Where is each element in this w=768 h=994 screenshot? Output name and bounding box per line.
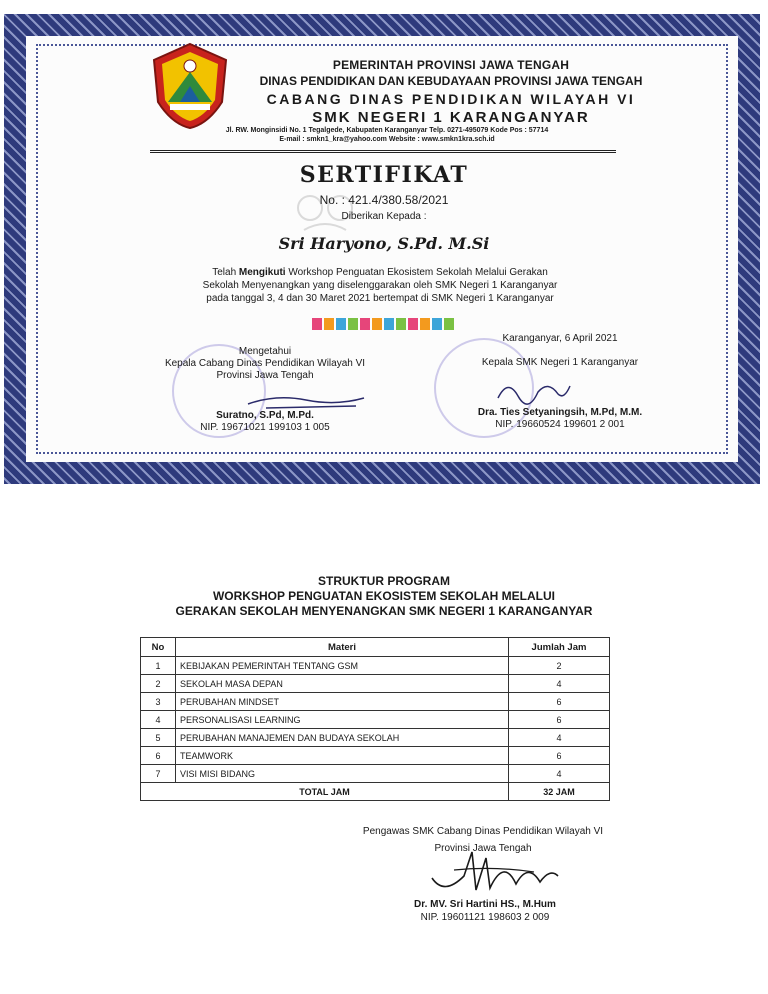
program-table (140, 637, 610, 801)
program-title-line-1: STRUKTUR PROGRAM (318, 574, 450, 588)
jawa-tengah-logo-icon (148, 42, 232, 130)
body-bold-word: Mengikuti (238, 267, 286, 278)
address-text: Jl. RW. Monginsidi No. 1 Tegalgede, Kabupaten Karanganyar Telp. 0271-495079 Kode Pos : 57714 (225, 127, 549, 134)
right-signer-place-date: Karanganyar, 6 April 2021 (502, 333, 618, 344)
recipient-name: Sri Haryono, S.Pd. M.Si (278, 234, 490, 253)
table-row (141, 675, 610, 693)
logo-tile (312, 318, 322, 330)
column-header-jam: Jumlah Jam (509, 638, 610, 657)
row-no: 1 (141, 657, 176, 675)
right-signer-position: Kepala SMK Negeri 1 Karanganyar (481, 357, 639, 368)
logo-tile (360, 318, 370, 330)
logo-tile (384, 318, 394, 330)
row-materi: VISI MISI BIDANG (176, 765, 509, 783)
supervisor-name: Dr. MV. Sri Hartini HS., M.Hum (414, 899, 556, 910)
menyenangkan-logo-strip (312, 318, 454, 330)
certificate-body (170, 266, 590, 305)
right-signer-nip: NIP. 19660524 199601 2 001 (495, 419, 625, 430)
left-signer-line-1: Mengetahui (238, 346, 292, 357)
row-no: 2 (141, 675, 176, 693)
row-jam: 6 (509, 747, 610, 765)
row-materi: SEKOLAH MASA DEPAN (176, 675, 509, 693)
row-materi: PERUBAHAN MANAJEMEN DAN BUDAYA SEKOLAH (176, 729, 509, 747)
certificate-number: No. : 421.4/380.58/2021 (319, 193, 449, 207)
header-line-1: PEMERINTAH PROVINSI JAWA TENGAH (332, 58, 570, 72)
row-materi: TEAMWORK (176, 747, 509, 765)
letterhead-divider (150, 150, 616, 153)
left-signer-nip: NIP. 19671021 199103 1 005 (200, 422, 330, 433)
total-label: TOTAL JAM (141, 783, 509, 801)
given-to-label: Diberikan Kepada : (341, 211, 427, 222)
body-line-1-rest: Workshop Penguatan Ekosistem Sekolah Melalui Gerakan (285, 267, 548, 278)
row-no: 3 (141, 693, 176, 711)
table-header-row (141, 638, 610, 657)
row-no: 5 (141, 729, 176, 747)
body-line-1 (170, 266, 590, 279)
table-row (141, 657, 610, 675)
row-jam: 4 (509, 765, 610, 783)
contact-text: E-mail : smkn1_kra@yahoo.com Website : www.smkn1kra.sch.id (279, 136, 495, 143)
header-line-2: DINAS PENDIDIKAN DAN KEBUDAYAAN PROVINSI JAWA TENGAH (259, 74, 643, 88)
supervisor-nip: NIP. 19601121 198603 2 009 (420, 912, 550, 923)
row-materi: KEBIJAKAN PEMERINTAH TENTANG GSM (176, 657, 509, 675)
left-signature-icon (246, 390, 366, 412)
header-line-3: CABANG DINAS PENDIDIKAN WILAYAH VI (266, 91, 636, 107)
row-no: 4 (141, 711, 176, 729)
header-line-4: SMK NEGERI 1 KARANGANYAR (312, 109, 590, 126)
table-row (141, 765, 610, 783)
table-row (141, 729, 610, 747)
row-jam: 6 (509, 693, 610, 711)
logo-tile (432, 318, 442, 330)
left-signer-line-2: Kepala Cabang Dinas Pendidikan Wilayah VI (164, 358, 366, 369)
right-signer-name: Dra. Ties Setyaningsih, M.Pd, M.M. (477, 407, 643, 418)
table-row (141, 711, 610, 729)
program-title (0, 574, 768, 619)
row-jam: 4 (509, 729, 610, 747)
right-signature-icon (494, 376, 574, 406)
logo-tile (444, 318, 454, 330)
left-signer-name: Suratno, S.Pd, M.Pd. (216, 410, 314, 421)
column-header-no: No (141, 638, 176, 657)
supervisor-signature-icon (424, 848, 564, 900)
program-title-line-2: WORKSHOP PENGUATAN EKOSISTEM SEKOLAH MELALUI (212, 589, 555, 603)
row-no: 7 (141, 765, 176, 783)
program-title-line-3: GERAKAN SEKOLAH MENYENANGKAN SMK NEGERI 1 KARANGANYAR (175, 604, 593, 618)
logo-tile (336, 318, 346, 330)
supervisor-signature (400, 898, 570, 924)
letterhead-address (222, 126, 552, 144)
spacer (460, 345, 660, 357)
supervisor-line-1: Pengawas SMK Cabang Dinas Pendidikan Wilayah VI (362, 826, 604, 837)
supervisor-line-2: Provinsi Jawa Tengah (434, 843, 532, 854)
logo-tile (372, 318, 382, 330)
row-jam: 6 (509, 711, 610, 729)
table-row (141, 747, 610, 765)
logo-tile (408, 318, 418, 330)
logo-tile (324, 318, 334, 330)
row-jam: 4 (509, 675, 610, 693)
certificate-title: SERTIFIKAT (299, 162, 469, 188)
row-materi: PERSONALISASI LEARNING (176, 711, 509, 729)
body-line-3: pada tanggal 3, 4 dan 30 Maret 2021 bertempat di SMK Negeri 1 Karanganyar (206, 293, 554, 304)
letterhead (236, 58, 666, 126)
row-materi: PERUBAHAN MINDSET (176, 693, 509, 711)
logo-tile (420, 318, 430, 330)
total-value: 32 JAM (509, 783, 610, 801)
logo-tile (396, 318, 406, 330)
logo-tile (348, 318, 358, 330)
column-header-materi: Materi (176, 638, 509, 657)
body-line-2: Sekolah Menyenangkan yang diselenggarakan oleh SMK Negeri 1 Karanganyar (202, 280, 558, 291)
row-jam: 2 (509, 657, 610, 675)
table-row (141, 693, 610, 711)
row-no: 6 (141, 747, 176, 765)
body-prefix: Telah (212, 267, 239, 278)
left-signer-line-3: Provinsi Jawa Tengah (216, 370, 314, 381)
total-row (141, 783, 610, 801)
